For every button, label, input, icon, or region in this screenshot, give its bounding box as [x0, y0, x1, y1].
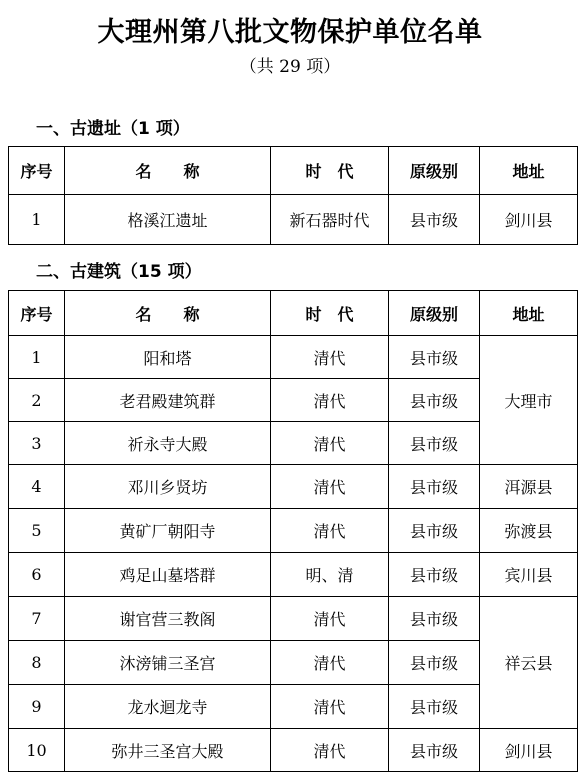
- cell-level: 县市级: [389, 729, 480, 772]
- cell-number: 7: [9, 597, 65, 641]
- cell-number: 9: [9, 685, 65, 729]
- cell-level: 县市级: [389, 685, 480, 729]
- section-heading-buildings: 二、古建筑（15 项）: [36, 262, 202, 282]
- cell-era: 清代: [271, 685, 389, 729]
- cell-name: 沐滂铺三圣宫: [65, 641, 271, 685]
- table-row: [9, 195, 578, 245]
- cell-name: 祈永寺大殿: [65, 422, 271, 465]
- cell-name: 弥井三圣宫大殿: [65, 729, 271, 772]
- cell-address: 宾川县: [480, 553, 578, 597]
- cell-name: 老君殿建筑群: [65, 379, 271, 422]
- cell-name: 阳和塔: [65, 336, 271, 379]
- cell-era: 清代: [271, 729, 389, 772]
- col-header-era: 时 代: [271, 291, 389, 336]
- cell-era: 清代: [271, 465, 389, 509]
- cell-name: 谢官营三教阁: [65, 597, 271, 641]
- cell-name: 龙水迴龙寺: [65, 685, 271, 729]
- table-ancient-sites: [8, 146, 578, 245]
- cell-era: 明、清: [271, 553, 389, 597]
- cell-level: 县市级: [389, 597, 480, 641]
- cell-name: 鸡足山墓塔群: [65, 553, 271, 597]
- cell-level: 县市级: [389, 195, 480, 245]
- cell-address: 洱源县: [480, 465, 578, 509]
- cell-address: 大理市: [480, 336, 578, 465]
- cell-era: 清代: [271, 509, 389, 553]
- cell-era: 清代: [271, 597, 389, 641]
- table-row: [9, 509, 578, 553]
- table-header-row: [9, 147, 578, 195]
- document-title: 大理州第八批文物保护单位名单: [97, 17, 483, 48]
- table-row: [9, 465, 578, 509]
- cell-era: 清代: [271, 422, 389, 465]
- table-row: [9, 597, 578, 641]
- col-header-name: 名 称: [65, 147, 271, 195]
- col-header-number: 序号: [9, 147, 65, 195]
- cell-number: 1: [9, 195, 65, 245]
- cell-era: 清代: [271, 336, 389, 379]
- table-header-row: [9, 291, 578, 336]
- table-row: [9, 729, 578, 772]
- cell-number: 10: [9, 729, 65, 772]
- col-header-name: 名 称: [65, 291, 271, 336]
- cell-address: 剑川县: [480, 195, 578, 245]
- cell-name: 邓川乡贤坊: [65, 465, 271, 509]
- table-row: [9, 336, 578, 379]
- cell-address: 剑川县: [480, 729, 578, 772]
- cell-address: 祥云县: [480, 597, 578, 729]
- cell-number: 3: [9, 422, 65, 465]
- cell-number: 8: [9, 641, 65, 685]
- col-header-era: 时 代: [271, 147, 389, 195]
- col-header-address: 地址: [480, 291, 578, 336]
- cell-level: 县市级: [389, 465, 480, 509]
- table-row: [9, 553, 578, 597]
- cell-number: 2: [9, 379, 65, 422]
- cell-level: 县市级: [389, 553, 480, 597]
- cell-number: 6: [9, 553, 65, 597]
- document-subtitle: （共 29 项）: [239, 57, 341, 77]
- col-header-level: 原级别: [389, 291, 480, 336]
- cell-level: 县市级: [389, 641, 480, 685]
- cell-level: 县市级: [389, 379, 480, 422]
- cell-name: 黄矿厂朝阳寺: [65, 509, 271, 553]
- col-header-address: 地址: [480, 147, 578, 195]
- cell-era: 清代: [271, 641, 389, 685]
- col-header-number: 序号: [9, 291, 65, 336]
- col-header-level: 原级别: [389, 147, 480, 195]
- cell-level: 县市级: [389, 422, 480, 465]
- table-ancient-buildings: [8, 290, 578, 772]
- cell-number: 4: [9, 465, 65, 509]
- cell-level: 县市级: [389, 336, 480, 379]
- cell-name: 格溪江遗址: [65, 195, 271, 245]
- cell-level: 县市级: [389, 509, 480, 553]
- cell-number: 1: [9, 336, 65, 379]
- cell-era: 新石器时代: [271, 195, 389, 245]
- cell-address: 弥渡县: [480, 509, 578, 553]
- section-heading-sites: 一、古遗址（1 项）: [36, 119, 190, 139]
- cell-number: 5: [9, 509, 65, 553]
- cell-era: 清代: [271, 379, 389, 422]
